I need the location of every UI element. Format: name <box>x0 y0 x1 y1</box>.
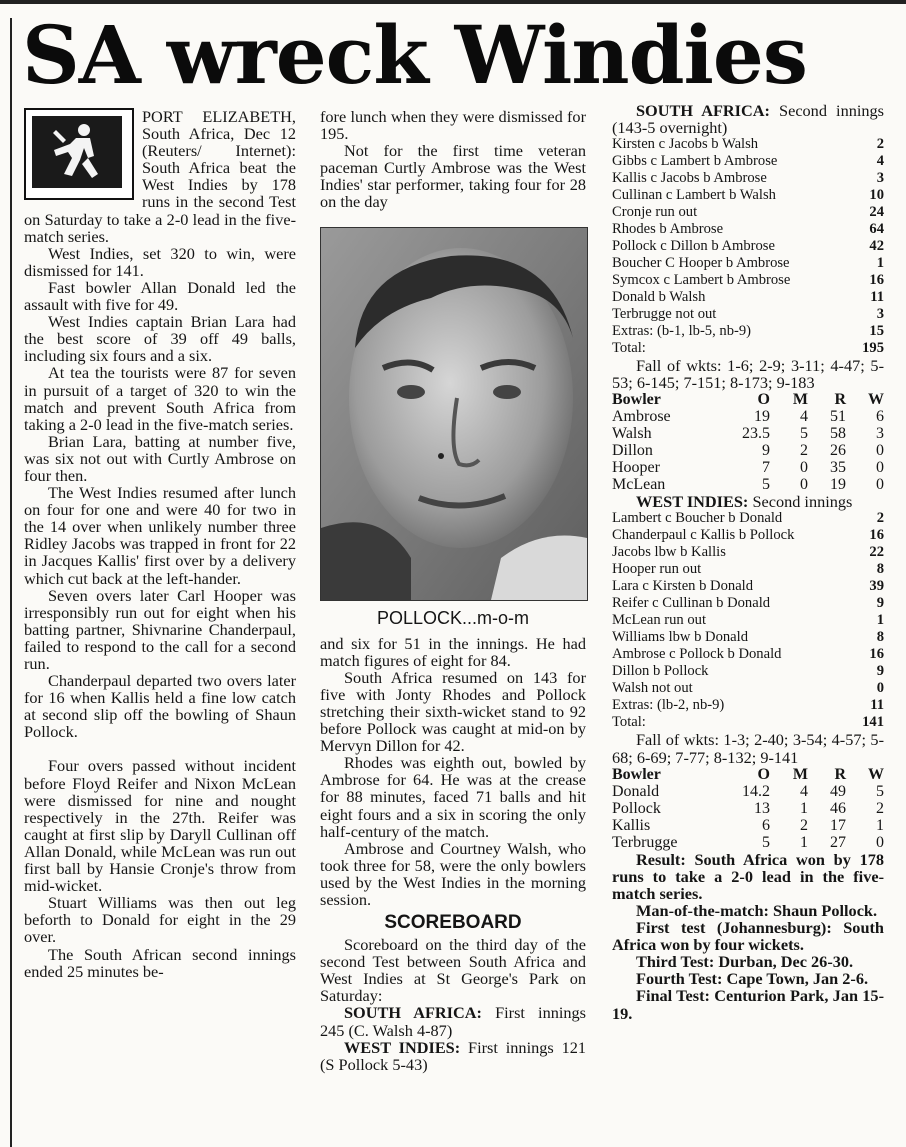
page-edge-left <box>10 18 12 1147</box>
batting-row <box>612 544 884 561</box>
bowling-header-row <box>612 766 884 783</box>
bowling-header-cell: R <box>834 765 846 783</box>
article-paragraph: PORT ELIZABETH, South Africa, Dec 12 (Reuters/ Internet): South Africa beat the West Indies by 178 runs in the second Test on Saturday to take a 2-0 lead in the five-match series. <box>24 107 296 246</box>
sa-second-innings-heading <box>612 102 884 136</box>
headline: SA wreck Windies <box>22 8 807 102</box>
article-paragraph: Brian Lara, batting at number five, was six not out with Curtly Ambrose on four then. <box>24 431 296 485</box>
batsman-entry: Reifer c Cullinan b Donald <box>612 595 771 612</box>
bowling-cell: 5 <box>800 425 808 443</box>
batsman-runs: 2 <box>876 136 884 153</box>
batsman-runs: 39 <box>869 578 884 595</box>
bowling-cell: 46 <box>830 799 846 817</box>
batsman-runs: 4 <box>876 153 884 170</box>
bowling-cell: 5 <box>762 476 770 494</box>
bowling-cell: 6 <box>762 816 770 834</box>
bowling-header-cell: M <box>792 391 808 409</box>
sa-bowling-table <box>612 391 884 493</box>
bowling-cell: Hooper <box>612 459 660 477</box>
scoreboard-intro: Scoreboard on the third day of the second Test between South Africa and West Indies at St George's Park on Saturday: <box>320 935 586 1006</box>
bowling-cell: 7 <box>762 459 770 477</box>
batting-row <box>612 714 884 731</box>
bowling-cell: 4 <box>800 408 808 426</box>
bowling-cell: 0 <box>876 833 884 851</box>
batsman-runs: 3 <box>876 306 884 323</box>
bowling-cell: 6 <box>876 408 884 426</box>
batsman-entry: Chanderpaul c Kallis b Pollock <box>612 527 795 544</box>
bowling-header-cell: W <box>868 765 884 783</box>
batsman-runs: 0 <box>876 680 884 697</box>
batsman-entry: Jacobs lbw b Kallis <box>612 544 726 561</box>
batting-row <box>612 646 884 663</box>
article-paragraph: Chanderpaul departed two overs later for 16 when Kallis held a fine low catch at second slip off the bowling of Shaun Pollock. <box>24 671 296 742</box>
batsman-runs: 9 <box>876 595 884 612</box>
batsman-entry: Cullinan c Lambert b Walsh <box>612 187 776 204</box>
bowling-cell: 1 <box>800 833 808 851</box>
batting-row <box>612 323 884 340</box>
match-result: Result: South Africa won by 178 runs to take a 2-0 lead in the five-match series. <box>612 849 884 903</box>
batsman-runs: 1 <box>876 255 884 272</box>
bowling-cell: 27 <box>830 833 846 851</box>
batsman-entry: Dillon b Pollock <box>612 663 709 680</box>
batsman-runs: 141 <box>862 714 884 731</box>
bowling-cell: Ambrose <box>612 408 671 426</box>
batsman-runs: 8 <box>876 561 884 578</box>
batting-row <box>612 187 884 204</box>
batsman-runs: 10 <box>869 187 884 204</box>
bowling-cell: 2 <box>800 816 808 834</box>
batting-row <box>612 340 884 357</box>
article-paragraph: Seven overs later Carl Hooper was irresponsibly run out for eight when his batting partner, Shivnarine Chanderpaul, failed to respond to the call for a second run. <box>24 585 296 673</box>
pollock-photo <box>320 227 588 601</box>
batsman-runs: 22 <box>869 544 884 561</box>
wi-first-innings-label: WEST INDIES: <box>344 1037 461 1057</box>
batting-row <box>612 306 884 323</box>
batsman-entry: Ambrose c Pollock b Donald <box>612 646 782 663</box>
article-paragraph: Not for the first time veteran paceman Curtly Ambrose was the West Indies' star performer, taking four for 28 on the day <box>320 141 586 212</box>
bowling-cell: Terbrugge <box>612 833 678 851</box>
bowling-cell: 0 <box>800 459 808 477</box>
batsman-entry: Lambert c Boucher b Donald <box>612 510 783 527</box>
cricket-logo-icon <box>24 108 134 200</box>
article-paragraph: Four overs passed without incident before Floyd Reifer and Nixon McLean were dismissed for nine and nought respectively in the 27th. Reifer was caught at first slip by Daryll Cullinan off Allan Donald, while McLean was run out first ball by Hansie Cronje's throw from mid-wicket. <box>24 756 296 896</box>
batsman-runs: 16 <box>869 527 884 544</box>
sa-fall-of-wickets: Fall of wkts: 1-6; 2-9; 3-11; 4-47; 5-53; 6-145; 7-151; 8-173; 9-183 <box>612 356 884 393</box>
article-paragraph: The South African second innings ended 25 minutes be- <box>24 944 296 981</box>
wi-batting-table <box>612 510 884 731</box>
bowling-row <box>612 783 884 800</box>
final-test-fixture: Final Test: Centurion Park, Jan 15-19. <box>612 986 884 1023</box>
bowling-cell: Dillon <box>612 442 653 460</box>
batsman-runs: 8 <box>876 629 884 646</box>
bowling-header-cell: M <box>792 765 808 783</box>
man-of-the-match: Man-of-the-match: Shaun Pollock. <box>636 900 878 920</box>
wi-second-heading-rest: Second innings <box>752 492 853 512</box>
article-paragraph: and six for 51 in the innings. He had match figures of eight for 84. <box>320 633 586 670</box>
article-paragraph: South Africa resumed on 143 for five with Jonty Rhodes and Pollock stretching their sixth-wicket stand to 92 before Pollock was caught at mid-on by Mervyn Dillon for 42. <box>320 667 586 756</box>
article-paragraph: fore lunch when they were dismissed for 195. <box>320 107 586 144</box>
bowling-header-cell: Bowler <box>612 391 661 409</box>
batting-row <box>612 272 884 289</box>
batting-row <box>612 204 884 221</box>
bowling-cell: 2 <box>800 442 808 460</box>
scoreboard-heading: SCOREBOARD <box>384 912 522 934</box>
batsman-runs: 42 <box>869 238 884 255</box>
batting-row <box>612 170 884 187</box>
batting-row <box>612 255 884 272</box>
batting-row <box>612 612 884 629</box>
article-paragraph: Rhodes was eighth out, bowled by Ambrose for 64. He was at the crease for 88 minutes, faced 71 balls and hit eight fours and a six in scoring the only half-century of the match. <box>320 753 586 841</box>
wi-fall-of-wickets: Fall of wkts: 1-3; 2-40; 3-54; 4-57; 5-68; 6-69; 7-77; 8-132; 9-141 <box>612 730 884 767</box>
bowling-row <box>612 834 884 851</box>
bowling-cell: 23.5 <box>742 425 770 443</box>
batsman-runs: 15 <box>869 323 884 340</box>
batting-row <box>612 136 884 153</box>
batting-row <box>612 527 884 544</box>
bowling-cell: 0 <box>800 476 808 494</box>
bowling-header-row <box>612 391 884 408</box>
batsman-runs: 3 <box>876 170 884 187</box>
sa-first-innings <box>320 1004 586 1038</box>
bowling-cell: 17 <box>830 816 846 834</box>
bowling-cell: 14.2 <box>742 782 770 800</box>
wi-bowling-table <box>612 766 884 851</box>
article-paragraph: Fast bowler Allan Donald led the assault with five for 49. <box>24 277 296 315</box>
batsman-entry: Pollock c Dillon b Ambrose <box>612 238 775 255</box>
bowling-cell: 35 <box>830 459 846 477</box>
bowling-cell: McLean <box>612 476 666 494</box>
bowling-row <box>612 408 884 425</box>
sa-batting-table <box>612 136 884 357</box>
batsman-entry: Lara c Kirsten b Donald <box>612 578 754 595</box>
batting-row <box>612 153 884 170</box>
batsman-entry: McLean run out <box>612 612 707 629</box>
bowling-cell: 2 <box>876 799 884 817</box>
batting-row <box>612 221 884 238</box>
batsman-runs: 195 <box>862 340 884 357</box>
page-edge-top <box>0 0 906 4</box>
batsman-runs: 2 <box>876 510 884 527</box>
batsman-runs: 64 <box>869 221 884 238</box>
batsman-entry: Kallis c Jacobs b Ambrose <box>612 170 767 187</box>
bowling-cell: 19 <box>754 408 770 426</box>
batting-row <box>612 680 884 697</box>
bowling-cell: 19 <box>830 476 846 494</box>
bowling-cell: 0 <box>876 459 884 477</box>
sa-first-innings-text: First innings 245 (C. Walsh 4-87) <box>320 1003 586 1040</box>
first-test-result: First test (Johannesburg): South Africa won by four wickets. <box>612 918 884 955</box>
wi-first-innings <box>320 1039 586 1073</box>
bowling-cell: 51 <box>830 408 846 426</box>
article-paragraph: Stuart Williams was then out leg beforth to Donald for eight in the 29 over. <box>24 893 296 947</box>
batsman-runs: 11 <box>870 289 884 306</box>
batsman-entry: Extras: (lb-2, nb-9) <box>612 697 725 714</box>
bowling-cell: 5 <box>876 782 884 800</box>
batsman-runs: 24 <box>869 204 884 221</box>
batsman-entry: Total: <box>612 340 646 357</box>
batsman-runs: 9 <box>876 663 884 680</box>
batsman-runs: 16 <box>869 646 884 663</box>
bowling-cell: Kallis <box>612 816 651 834</box>
sa-second-heading-rest: Second innings (143-5 overnight) <box>612 101 884 138</box>
article-paragraph: At tea the tourists were 87 for seven in pursuit of a target of 320 to win the match and prevent South Africa from taking a 2-0 lead in the five-match series. <box>24 363 296 434</box>
bowling-row <box>612 459 884 476</box>
bowling-header-cell: O <box>757 391 770 409</box>
batsman-entry: Walsh not out <box>612 680 693 697</box>
batsman-entry: Terbrugge not out <box>612 306 717 323</box>
batting-row <box>612 595 884 612</box>
article-paragraph: Ambrose and Courtney Walsh, who took three for 58, were the only bowlers used by the West Indies in the morning session. <box>320 838 586 909</box>
batting-row <box>612 289 884 306</box>
batsman-runs: 16 <box>869 272 884 289</box>
bowling-cell: 13 <box>754 799 770 817</box>
fourth-test-fixture: Fourth Test: Cape Town, Jan 2-6. <box>636 969 869 989</box>
bowling-header-cell: O <box>757 765 770 783</box>
wi-second-heading-label: WEST INDIES: <box>636 492 749 512</box>
batsman-runs: 1 <box>876 612 884 629</box>
bowling-cell: 26 <box>830 442 846 460</box>
batsman-entry: Williams lbw b Donald <box>612 629 749 646</box>
bowling-cell: 4 <box>800 782 808 800</box>
bowling-row <box>612 817 884 834</box>
bowling-cell: 3 <box>876 425 884 443</box>
bowling-cell: Walsh <box>612 425 652 443</box>
article-column-2 <box>320 108 586 1073</box>
batsman-entry: Boucher C Hooper b Ambrose <box>612 255 790 272</box>
batsman-entry: Extras: (b-1, lb-5, nb-9) <box>612 323 752 340</box>
bowling-header-cell: Bowler <box>612 765 661 783</box>
wi-second-innings-heading <box>612 493 884 510</box>
batsman-entry: Symcox c Lambert b Ambrose <box>612 272 791 289</box>
batsman-entry: Gibbs c Lambert b Ambrose <box>612 153 778 170</box>
batsman-entry: Kirsten c Jacobs b Walsh <box>612 136 759 153</box>
bowling-cell: 1 <box>876 816 884 834</box>
batsman-entry: Donald b Walsh <box>612 289 706 306</box>
batting-row <box>612 578 884 595</box>
batting-row <box>612 697 884 714</box>
bowling-header-cell: W <box>868 391 884 409</box>
batsman-entry: Rhodes b Ambrose <box>612 221 724 238</box>
bowling-row <box>612 442 884 459</box>
bowling-cell: 0 <box>876 476 884 494</box>
bowling-row <box>612 425 884 442</box>
bowling-cell: Pollock <box>612 799 661 817</box>
bowling-cell: 49 <box>830 782 846 800</box>
batting-row <box>612 629 884 646</box>
batting-row <box>612 663 884 680</box>
article-paragraph: West Indies captain Brian Lara had the best score of 39 off 49 balls, including six fours and a six. <box>24 312 296 366</box>
bowling-cell: 9 <box>762 442 770 460</box>
sa-second-heading-label: SOUTH AFRICA: <box>636 101 770 120</box>
batsman-entry: Total: <box>612 714 646 731</box>
third-test-fixture: Third Test: Durban, Dec 26-30. <box>636 952 854 972</box>
bowling-cell: 58 <box>830 425 846 443</box>
photo-caption: POLLOCK...m-o-m <box>376 607 530 628</box>
batsman-entry: Hooper run out <box>612 561 702 578</box>
batsman-entry: Cronje run out <box>612 204 698 221</box>
bowling-cell: 1 <box>800 799 808 817</box>
article-paragraph: West Indies, set 320 to win, were dismissed for 141. <box>24 243 296 280</box>
bowling-cell: 0 <box>876 442 884 460</box>
batting-row <box>612 510 884 527</box>
article-column-1 <box>24 108 296 980</box>
batting-row <box>612 238 884 255</box>
bowling-row <box>612 476 884 493</box>
article-paragraph: The West Indies resumed after lunch on four for one and were 40 for two in the 14 over when unlikely number three Ridley Jacobs was trapped in front for 22 in Jacques Kallis' first over by a delivery which cut back at the left-hander. <box>24 483 296 588</box>
sa-first-innings-label: SOUTH AFRICA: <box>344 1003 482 1023</box>
batting-row <box>612 561 884 578</box>
bowling-header-cell: R <box>834 391 846 409</box>
bowling-row <box>612 800 884 817</box>
scoreboard-column <box>612 102 884 1022</box>
bowling-cell: 5 <box>762 833 770 851</box>
bowling-cell: Donald <box>612 782 660 800</box>
wi-first-innings-text: First innings 121 (S Pollock 5-43) <box>320 1037 586 1074</box>
batsman-runs: 11 <box>870 697 884 714</box>
